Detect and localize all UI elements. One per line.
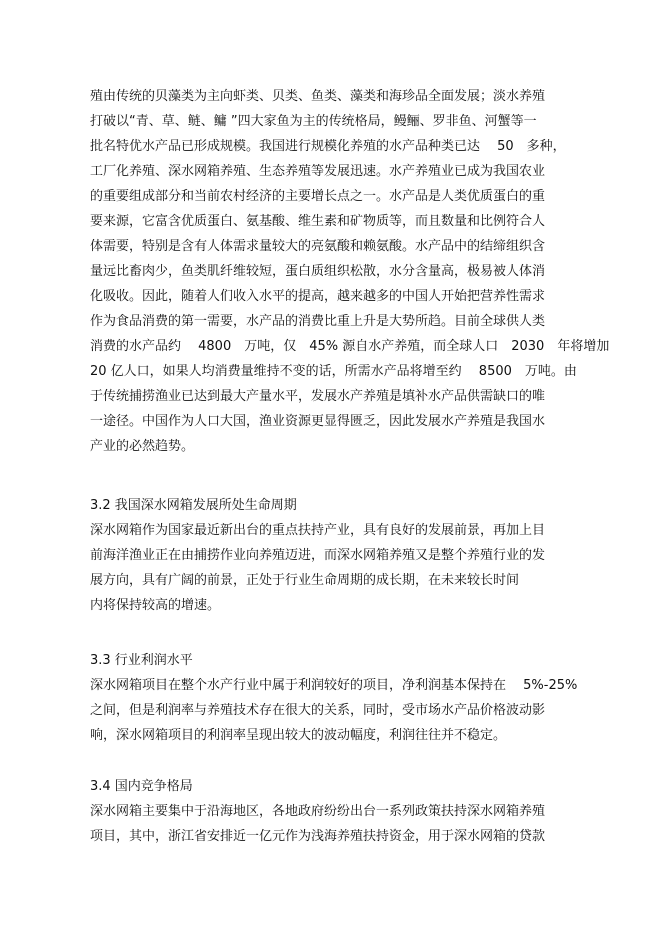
text-line: 深水网箱项目在整个水产行业中属于利润较好的项目，净利润基本保持在 5%-25% [90,678,578,693]
text-line: 响，深水网箱项目的利润率呈现出较大的波动幅度，利润往往并不稳定。 [90,728,507,743]
text-line: 之间，但是利润率与养殖技术存在很大的关系，同时，受市场水产品价格波动影 [90,703,546,718]
paragraph-aquaculture-overview [90,84,610,459]
text-line: 产业的必然趋势。 [90,439,195,454]
section-3-2 [90,493,580,618]
text-line: 消费的水产品约 4800 万吨，仅 45% 源自水产养殖，而全球人口 2030 年将增加 [90,339,610,354]
text-line: 化吸收。因此，随着人们收入水平的提高，越来越多的中国人开始把营养性需求 [90,289,546,304]
text-line: 前海洋渔业正在由捕捞作业向养殖迈进，而深水网箱养殖又是整个养殖行业的发 [90,548,546,563]
text-line: 体需要，特别是含有人体需求量较大的亮氨酸和赖氨酸。水产品中的结缔组织含 [90,239,546,254]
section-heading: 3.3 行业利润水平 [90,653,193,668]
text-line: 20 亿人口，如果人均消费量维持不变的话，所需水产品将增至约 8500 万吨。由 [90,364,577,379]
text-line: 项目，其中，浙江省安排近一亿元作为浅海养殖扶持资金，用于深水网箱的贷款 [90,829,546,844]
text-line: 打破以“青、草、鲢、鳙 ”四大家鱼为主的传统格局，鳗鲡、罗非鱼、河蟹等一 [90,114,537,129]
text-line: 深水网箱作为国家最近新出台的重点扶持产业，具有良好的发展前景，再加上目 [90,523,546,538]
section-3-4 [90,774,580,849]
text-line: 内将保持较高的增速。 [90,598,221,613]
section-3-3 [90,648,580,748]
text-line: 展方向，具有广阔的前景，正处于行业生命周期的成长期，在未来较长时间 [90,573,520,588]
text-line: 的重要组成部分和当前农村经济的主要增长点之一。水产品是人类优质蛋白的重 [90,189,546,204]
text-line: 一途径。中国作为人口大国，渔业资源更显得匮乏，因此发展水产养殖是我国水 [90,414,546,429]
text-line: 作为食品消费的第一需要，水产品的消费比重上升是大势所趋。目前全球供人类 [90,314,546,329]
section-heading: 3.2 我国深水网箱发展所处生命周期 [90,498,297,513]
text-line: 批名特优水产品已形成规模。我国进行规模化养殖的水产品种类已达 50 多种， [90,139,566,154]
text-line: 量远比畜肉少，鱼类肌纤维较短，蛋白质组织松散，水分含量高，极易被人体消 [90,264,546,279]
text-line: 要来源，它富含优质蛋白、氨基酸、维生素和矿物质等，而且数量和比例符合人 [90,214,546,229]
text-line: 殖由传统的贝藻类为主向虾类、贝类、鱼类、藻类和海珍品全面发展；淡水养殖 [90,89,546,104]
text-line: 工厂化养殖、深水网箱养殖、生态养殖等发展迅速。水产养殖业已成为我国农业 [90,164,546,179]
text-line: 深水网箱主要集中于沿海地区，各地政府纷纷出台一系列政策扶持深水网箱养殖 [90,804,546,819]
section-heading: 3.4 国内竞争格局 [90,779,193,794]
text-line: 于传统捕捞渔业已达到最大产量水平，发展水产养殖是填补水产品供需缺口的唯 [90,389,546,404]
